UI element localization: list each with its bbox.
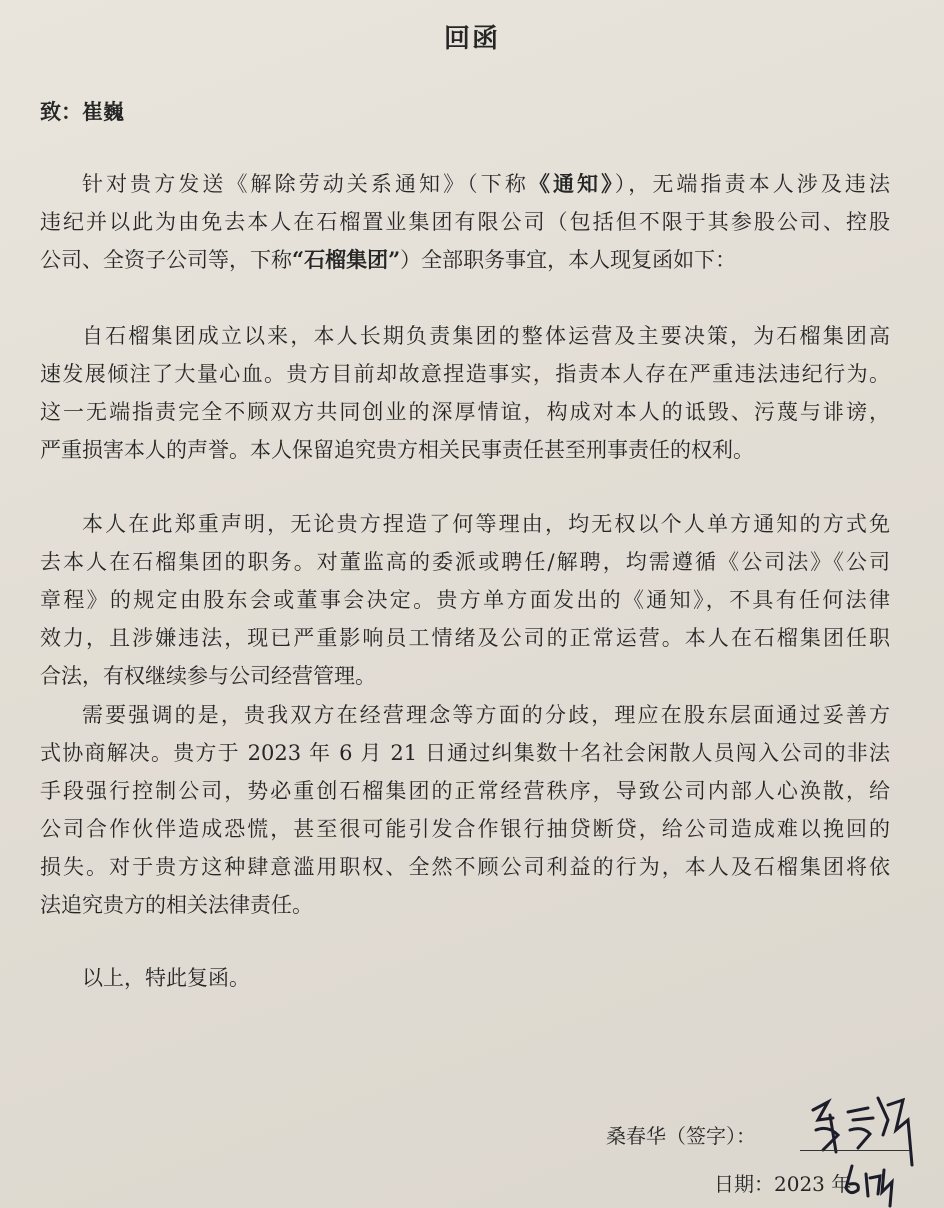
document-title: 回函	[443, 24, 500, 54]
paragraph-3-line-1: 本人在此郑重声明，无论贵方捏造了何等理由，均无权以个人单方通知的方式免	[82, 512, 890, 536]
text: ）全部职务事宜，本人现复函如下：	[400, 248, 737, 272]
signature-label: 桑春华（签字）：	[606, 1124, 756, 1148]
paragraph-1-line-2: 违纪并以此为由免去本人在石榴置业集团有限公司（包括但不限于其参股公司、控股	[40, 210, 890, 234]
date-label: 日期：2023 年	[714, 1172, 852, 1196]
paragraph-3-line-2: 去本人在石榴集团的职务。对董监高的委派或聘任/解聘，均需遵循《公司法》《公司	[40, 550, 890, 574]
text: 针对贵方发送《解除劳动关系通知》（下称	[82, 172, 529, 196]
paragraph-4-line-5: 损失。对于贵方这种肆意滥用职权、全然不顾公司利益的行为，本人及石榴集团将依	[40, 855, 890, 879]
recipient: 致：崔巍	[40, 99, 124, 124]
signature-line	[800, 1150, 910, 1151]
paragraph-4-line-6: 法追究贵方的相关法律责任。	[40, 893, 313, 917]
handwritten-signature	[808, 1090, 918, 1170]
paragraph-2-line-1: 自石榴集团成立以来，本人长期负责集团的整体运营及主要决策，为石榴集团高	[82, 324, 890, 348]
paragraph-3-line-4: 效力，且涉嫌违法，现已严重影响员工情绪及公司的正常运营。本人在石榴集团任职	[40, 626, 890, 650]
paragraph-1-line-3	[40, 244, 890, 274]
paragraph-4-line-3: 手段强行控制公司，势必重创石榴集团的正常经营秩序，导致公司内部人心涣散，给	[40, 779, 890, 803]
closing-line: 以上，特此复函。	[82, 966, 250, 990]
paragraph-2-line-4: 严重损害本人的声誉。本人保留追究贵方相关民事责任甚至刑事责任的权利。	[40, 438, 754, 462]
paragraph-3-line-5: 合法，有权继续参与公司经营管理。	[40, 664, 376, 688]
paragraph-2-line-2: 速发展倾注了大量心血。贵方目前却故意捏造事实，指责本人存在严重违法违纪行为。	[40, 362, 890, 386]
paragraph-4-line-2: 式协商解决。贵方于 2023 年 6 月 21 日通过纠集数十名社会闲散人员闯入公司的非法	[40, 741, 890, 765]
paragraph-4-line-4: 公司合作伙伴造成恐慌，甚至很可能引发合作银行抽贷断贷，给公司造成难以挽回的	[40, 817, 890, 841]
paragraph-1-line-1	[82, 168, 890, 198]
emphasis-text: 《通知》	[528, 171, 615, 196]
text: 公司、全资子公司等，下称	[40, 248, 292, 272]
handwritten-date	[840, 1160, 900, 1208]
paragraph-3-line-3: 章程》的规定由股东会或董事会决定。贵方单方面发出的《通知》，不具有任何法律	[40, 588, 890, 612]
paragraph-2-line-3: 这一无端指责完全不顾双方共同创业的深厚情谊，构成对本人的诋毁、污蔑与诽谤，	[40, 400, 890, 424]
paragraph-4-line-1: 需要强调的是，贵我双方在经营理念等方面的分歧，理应在股东层面通过妥善方	[82, 703, 890, 727]
text: ），无端指责本人涉及违法	[614, 172, 891, 196]
emphasis-text: “石榴集团”	[292, 247, 401, 272]
